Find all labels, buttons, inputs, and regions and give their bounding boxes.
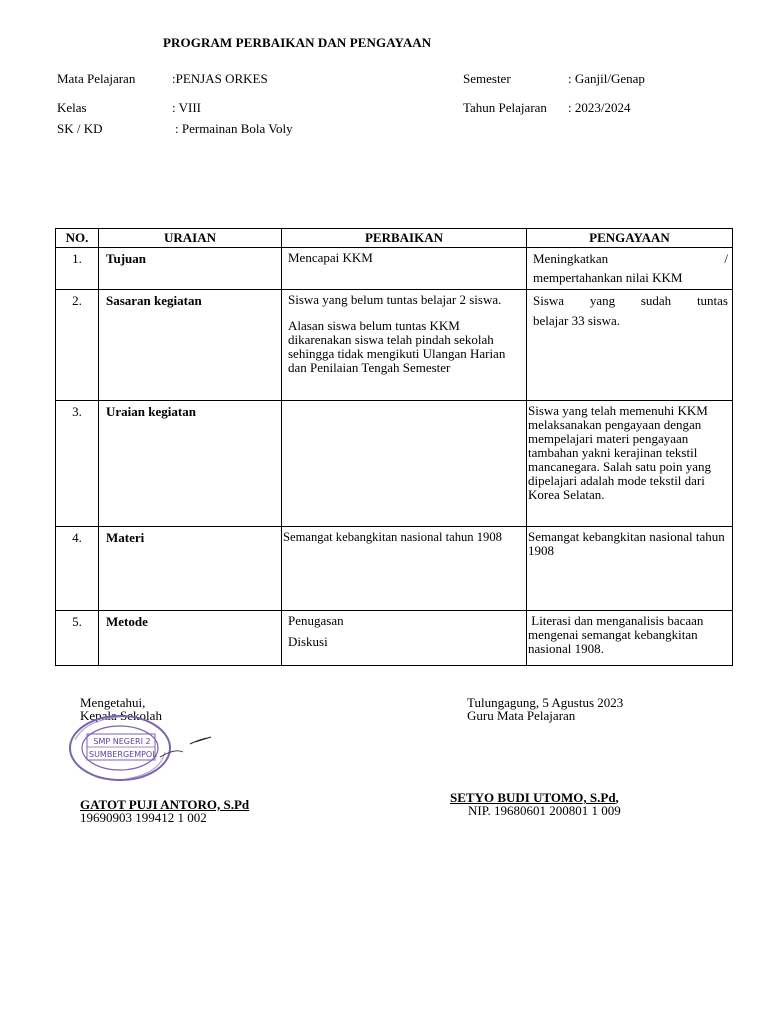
row-no: 2.	[56, 290, 99, 401]
row-no: 1.	[56, 248, 99, 290]
stamp-text: SMP NEGERI 2 SUMBERGEMPOL	[89, 737, 157, 759]
row-perbaikan	[282, 611, 527, 666]
kepala-sekolah-label: Kepala Sekolah	[80, 708, 162, 723]
mengetahui-label: Mengetahui,	[80, 695, 146, 710]
table-row	[56, 290, 733, 401]
program-table	[55, 228, 733, 666]
row-uraian: Tujuan	[99, 248, 282, 290]
header-uraian: URAIAN	[99, 229, 282, 248]
guru-nip: NIP. 19680601 200801 1 009	[468, 803, 621, 818]
pengayaan-line: Meningkatkan /	[533, 251, 728, 266]
guru-name: SETYO BUDI UTOMO, S.Pd	[450, 790, 616, 805]
pengayaan-line: mempertahankan nilai KKM	[533, 270, 683, 285]
perbaikan-paragraph: Alasan siswa belum tuntas KKM dikarenakan siswa telah pindah sekolah sehingga tidak mengikuti Ulangan Harian dan Penilaian Tengah Semester	[288, 318, 506, 375]
row-no: 3.	[56, 401, 99, 527]
perbaikan-line: Diskusi	[288, 634, 328, 649]
header-perbaikan: PERBAIKAN	[282, 229, 527, 248]
table-row	[56, 248, 733, 290]
kepala-sekolah-name: GATOT PUJI ANTORO, S.Pd	[80, 797, 250, 812]
kepala-sekolah-nip: 19690903 199412 1 002	[80, 810, 207, 825]
skkd-value: : Permainan Bola Voly	[175, 121, 293, 136]
document-title: PROGRAM PERBAIKAN DAN PENGAYAAN	[163, 35, 432, 50]
school-stamp	[65, 712, 215, 792]
row-perbaikan: Mencapai KKM	[282, 248, 527, 290]
skkd-label: SK / KD	[57, 121, 103, 136]
semester-value: : Ganjil/Genap	[568, 71, 645, 86]
mapel-value: :PENJAS ORKES	[172, 71, 268, 86]
row-uraian: Materi	[99, 527, 282, 611]
table-header-row	[56, 229, 733, 248]
row-uraian: Metode	[99, 611, 282, 666]
tahun-label: Tahun Pelajaran	[463, 100, 547, 115]
row-perbaikan	[282, 401, 527, 527]
guru-mapel-label: Guru Mata Pelajaran	[467, 708, 576, 723]
kelas-value: : VIII	[172, 100, 202, 115]
semester-label: Semester	[463, 71, 511, 86]
row-uraian: Sasaran kegiatan	[99, 290, 282, 401]
mapel-label: Mata Pelajaran	[57, 71, 136, 86]
table-row	[56, 611, 733, 666]
tahun-value: : 2023/2024	[568, 100, 631, 115]
row-no: 4.	[56, 527, 99, 611]
row-pengayaan: Literasi dan menganalisis bacaan mengenai semangat kebangkitan nasional 1908.	[527, 611, 733, 666]
header-pengayaan: PENGAYAAN	[527, 229, 733, 248]
row-no: 5.	[56, 611, 99, 666]
kelas-label: Kelas	[57, 100, 87, 115]
table-row	[56, 401, 733, 527]
guru-name-suffix: ,	[615, 790, 619, 805]
row-perbaikan: Semangat kebangkitan nasional tahun 1908	[282, 527, 527, 611]
perbaikan-paragraph: Siswa yang belum tuntas belajar 2 siswa.	[288, 292, 502, 307]
row-pengayaan: Siswa yang telah memenuhi KKM melaksanakan pengayaan dengan mempelajari materi pengayaan tambahan yakni kerajinan tekstil mancanegara. Salah satu poin yang dipelajari adalah mode tekstil dari Korea Selatan.	[527, 401, 733, 527]
row-pengayaan	[527, 248, 733, 290]
row-pengayaan: Semangat kebangkitan nasional tahun 1908	[527, 527, 733, 611]
perbaikan-line: Penugasan	[288, 613, 344, 628]
row-uraian: Uraian kegiatan	[99, 401, 282, 527]
pengayaan-line: Siswa yang sudah tuntas	[533, 293, 728, 308]
header-no: NO.	[56, 229, 99, 248]
tempat-tanggal: Tulungagung, 5 Agustus 2023	[467, 695, 624, 710]
row-pengayaan	[527, 290, 733, 401]
row-perbaikan	[282, 290, 527, 401]
pengayaan-line: belajar 33 siswa.	[533, 313, 621, 328]
table-row	[56, 527, 733, 611]
